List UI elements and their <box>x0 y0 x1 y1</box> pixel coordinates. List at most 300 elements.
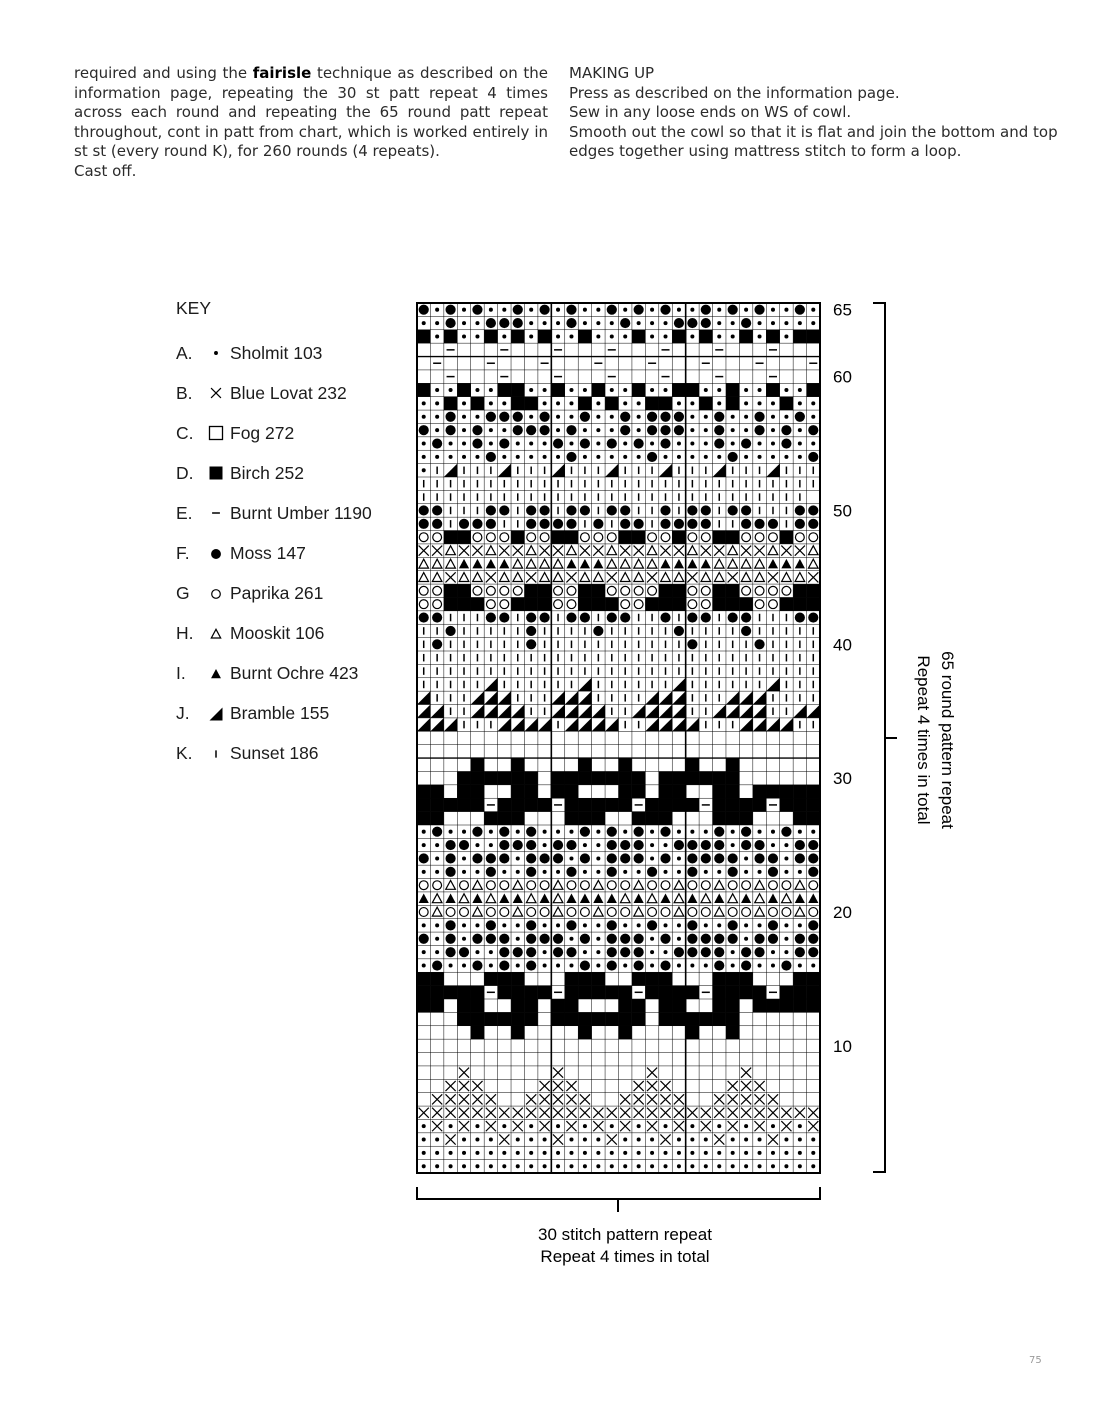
stitch-filled-square <box>672 584 685 597</box>
stitch-filled-square <box>713 972 726 985</box>
stitch-dot <box>798 1151 802 1155</box>
stitch-dot <box>650 388 654 392</box>
stitch-dot <box>784 870 788 874</box>
stitch-dot <box>623 334 627 338</box>
stitch-dot <box>569 334 573 338</box>
stitch-filled-circle <box>432 505 442 515</box>
stitch-open-triangle <box>634 559 644 568</box>
stitch-dot <box>475 950 479 954</box>
stitch-filled-circle <box>566 505 576 515</box>
stitch-dot <box>731 334 735 338</box>
stitch-dot <box>623 870 627 874</box>
stitch-filled-circle <box>513 318 523 328</box>
stitch-filled-square <box>672 999 685 1012</box>
stitch-cross <box>566 1081 576 1091</box>
stitch-open-triangle <box>419 559 429 568</box>
key-label: Fog 272 <box>230 422 295 443</box>
stitch-filled-triangle <box>714 894 724 903</box>
stitch-open-circle <box>580 533 589 542</box>
stitch-dot <box>516 1138 520 1142</box>
stitch-open-triangle <box>768 546 778 555</box>
stitch-filled-square <box>632 812 645 825</box>
stitch-cross <box>566 572 576 582</box>
stitch-dot <box>690 428 694 432</box>
stitch-filled-square <box>766 330 779 343</box>
stitch-dot <box>543 950 547 954</box>
stitch-filled-circle <box>553 840 563 850</box>
row-label: 50 <box>833 501 852 521</box>
stitch-filled-square <box>793 812 806 825</box>
stitch-filled-circle <box>526 920 536 930</box>
stitch-filled-triangle <box>513 894 523 903</box>
stitch-cross <box>540 1081 550 1091</box>
stitch-dot <box>731 442 735 446</box>
stitch-cross <box>647 1108 657 1118</box>
stitch-filled-circle <box>714 412 724 422</box>
stitch-half-triangle <box>498 705 511 718</box>
stitch-half-triangle <box>578 691 591 704</box>
stitch-filled-square <box>524 771 537 784</box>
stitch-filled-square <box>739 597 752 610</box>
stitch-filled-square <box>551 383 564 396</box>
stitch-filled-square <box>417 812 430 825</box>
stitch-filled-square <box>739 812 752 825</box>
stitch-filled-square <box>430 986 443 999</box>
stitch-dot <box>489 1151 493 1155</box>
stitch-open-triangle <box>755 573 765 582</box>
row-label: 20 <box>833 903 852 922</box>
stitch-filled-square <box>780 597 793 610</box>
stitch-dot <box>771 428 775 432</box>
stitch-dot <box>610 455 614 459</box>
stitch-filled-triangle <box>472 894 482 903</box>
stitch-dot <box>462 937 466 941</box>
stitch-cross <box>660 1094 670 1104</box>
stitch-filled-circle <box>432 612 442 622</box>
stitch-open-triangle <box>540 573 550 582</box>
stitch-filled-square <box>726 798 739 811</box>
stitch-filled-circle <box>674 318 684 328</box>
stitch-filled-square <box>780 798 793 811</box>
stitch-dot <box>583 923 587 927</box>
stitch-filled-square <box>807 999 820 1012</box>
stitch-cross <box>540 1094 550 1104</box>
stitch-open-circle <box>795 533 804 542</box>
stitch-dot <box>811 830 815 834</box>
stitch-dot <box>596 1164 600 1168</box>
stitch-filled-circle <box>607 947 617 957</box>
stitch-cross <box>620 1108 630 1118</box>
stitch-open-circle <box>419 881 428 890</box>
stitch-filled-circle <box>580 934 590 944</box>
stitch-filled-square <box>444 597 457 610</box>
stitch-open-circle <box>580 908 589 917</box>
stitch-open-triangle <box>674 907 684 916</box>
stitch-dot <box>690 1124 694 1128</box>
stitch-dot <box>677 856 681 860</box>
row-label: 60 <box>833 367 852 387</box>
stitch-dot <box>475 1124 479 1128</box>
stitch-filled-circle <box>687 840 697 850</box>
stitch-cross <box>674 1094 684 1104</box>
stitch-filled-square <box>726 1026 739 1039</box>
stitch-filled-circle <box>768 519 778 529</box>
stitch-cross <box>674 1108 684 1118</box>
stitch-half-triangle <box>672 678 685 691</box>
stitch-filled-circle <box>660 960 670 970</box>
stitch-dot <box>422 830 426 834</box>
stitch-cross <box>687 572 697 582</box>
stitch-filled-circle <box>540 425 550 435</box>
stitch-filled-circle <box>808 612 818 622</box>
stitch-open-triangle <box>432 573 442 582</box>
stitch-open-circle <box>433 881 442 890</box>
stitch-cross <box>526 572 536 582</box>
stitch-dot <box>677 1151 681 1155</box>
key-letter: G <box>176 583 190 604</box>
stitch-dot <box>529 334 533 338</box>
stitch-cross <box>432 546 442 556</box>
stitch-dot <box>771 843 775 847</box>
stitch-open-circle <box>527 533 536 542</box>
stitch-dot <box>569 388 573 392</box>
stitch-filled-circle <box>808 947 818 957</box>
stitch-cross <box>754 1081 764 1091</box>
stitch-cross <box>795 546 805 556</box>
stitch-cross <box>768 572 778 582</box>
stitch-filled-circle <box>808 867 818 877</box>
stitch-cross <box>647 1121 657 1131</box>
stitch-dot <box>422 1164 426 1168</box>
stitch-filled-square <box>686 986 699 999</box>
stitch-filled-circle <box>674 412 684 422</box>
stitch-dot <box>650 1164 654 1168</box>
stitch-open-triangle <box>553 880 563 889</box>
stitch-cross <box>472 546 482 556</box>
stitch-filled-square <box>444 531 457 544</box>
stitch-dot <box>704 1164 708 1168</box>
stitch-filled-square <box>417 383 430 396</box>
stitch-filled-square <box>699 771 712 784</box>
stitch-open-circle <box>782 908 791 917</box>
stitch-cross <box>580 546 590 556</box>
stitch-open-circle <box>473 586 482 595</box>
stitch-dot <box>556 964 560 968</box>
stitch-filled-square <box>511 383 524 396</box>
stitch-filled-square <box>793 999 806 1012</box>
stitch-cross <box>714 1108 724 1118</box>
stitch-open-triangle <box>755 907 765 916</box>
stitch-open-circle <box>769 533 778 542</box>
stitch-half-triangle <box>565 705 578 718</box>
stitch-dot <box>529 455 533 459</box>
stitch-filled-square <box>605 1012 618 1025</box>
stitch-open-circle <box>621 908 630 917</box>
stitch-filled-circle <box>580 960 590 970</box>
stitch-filled-square <box>619 798 632 811</box>
stitch-half-triangle <box>632 705 645 718</box>
stitch-filled-square <box>498 986 511 999</box>
stitch-cross <box>593 546 603 556</box>
stitch-open-triangle <box>674 880 684 889</box>
stitch-open-triangle <box>795 573 805 582</box>
stitch-filled-square <box>484 972 497 985</box>
stitch-filled-square <box>713 531 726 544</box>
stitch-dot <box>798 1164 802 1168</box>
stitch-dot <box>637 1164 641 1168</box>
stitch-filled-square <box>511 597 524 610</box>
stitch-half-triangle <box>578 718 591 731</box>
stitch-dot <box>422 321 426 325</box>
stitch-filled-circle <box>566 452 576 462</box>
stitch-dot <box>677 308 681 312</box>
row-label: 40 <box>833 635 852 655</box>
stitch-filled-circle <box>526 934 536 944</box>
stitch-filled-square <box>538 798 551 811</box>
key-label: Sholmit 103 <box>230 342 323 363</box>
stitch-dot <box>543 442 547 446</box>
key-letter: C. <box>176 422 194 443</box>
stitch-dot <box>529 1138 533 1142</box>
stitch-filled-circle <box>513 412 523 422</box>
stitch-dot <box>596 843 600 847</box>
stitch-filled-square <box>713 1012 726 1025</box>
stitch-cross <box>768 1134 778 1144</box>
stitch-filled-circle <box>553 853 563 863</box>
stitch-filled-square <box>686 1026 699 1039</box>
stitch-filled-square <box>780 397 793 410</box>
stitch-filled-square <box>713 597 726 610</box>
stitch-dot <box>502 1151 506 1155</box>
stitch-filled-circle <box>607 853 617 863</box>
stitch-filled-square <box>457 986 470 999</box>
stitch-filled-square <box>793 330 806 343</box>
stitch-filled-circle <box>701 305 711 315</box>
stitch-filled-circle <box>445 412 455 422</box>
stitch-dot <box>556 830 560 834</box>
stitch-dot <box>784 321 788 325</box>
stitch-filled-circle <box>808 853 818 863</box>
stitch-filled-circle <box>499 934 509 944</box>
stitch-filled-circle <box>634 305 644 315</box>
stitch-open-circle <box>554 586 563 595</box>
stitch-filled-circle <box>540 412 550 422</box>
stitch-dot <box>677 923 681 927</box>
stitch-filled-square <box>619 758 632 771</box>
stitch-filled-circle <box>566 840 576 850</box>
stitch-open-circle <box>433 533 442 542</box>
stitch-cross <box>660 546 670 556</box>
stitch-dot <box>422 1151 426 1155</box>
stitch-dot <box>596 308 600 312</box>
stitch-filled-circle <box>486 867 496 877</box>
stitch-cross <box>526 1094 536 1104</box>
stitch-open-circle <box>701 600 710 609</box>
stitch-cross <box>768 1094 778 1104</box>
stitch-dot <box>758 1164 762 1168</box>
stitch-filled-triangle <box>795 894 805 903</box>
instructions-paragraph: required and using the fairisle technique as described on the information page, repeating the 30 st patt repeat 4 times across each round and repeating the 65 round patt repeat throughout, cont in patt from chart, which is worked entirely in st st (every round K), for 260 rounds (4 repeats). <box>74 64 548 160</box>
stitch-open-circle <box>419 600 428 609</box>
stitch-dot <box>744 870 748 874</box>
stitch-filled-square <box>578 812 591 825</box>
stitch-half-triangle <box>565 718 578 731</box>
stitch-filled-circle <box>660 853 670 863</box>
stitch-filled-circle <box>728 853 738 863</box>
stitch-open-circle <box>527 881 536 890</box>
stitch-dot <box>502 1164 506 1168</box>
stitch-filled-circle <box>472 934 482 944</box>
stitch-cross <box>781 546 791 556</box>
stitch-cross <box>647 1068 657 1078</box>
stitch-filled-triangle <box>808 894 818 903</box>
stitch-dot <box>489 1164 493 1168</box>
stitch-filled-triangle <box>499 894 509 903</box>
stitch-dot <box>650 937 654 941</box>
stitch-half-triangle <box>417 691 430 704</box>
stitch-cross <box>566 1108 576 1118</box>
stitch-filled-square <box>471 798 484 811</box>
stitch-filled-square <box>417 972 430 985</box>
stitch-dot <box>811 321 815 325</box>
stitch-filled-square <box>793 798 806 811</box>
stitch-dot <box>475 923 479 927</box>
stitch-filled-square <box>793 972 806 985</box>
stitch-filled-circle <box>432 827 442 837</box>
stitch-filled-circle <box>741 626 751 636</box>
stitch-filled-square <box>471 1026 484 1039</box>
stitch-filled-square <box>511 785 524 798</box>
stitch-filled-circle <box>419 612 429 622</box>
stitch-dot <box>717 1151 721 1155</box>
stitch-filled-square <box>538 330 551 343</box>
stitch-filled-circle <box>795 412 805 422</box>
stitch-dot <box>704 923 708 927</box>
stitch-dot <box>811 1151 815 1155</box>
stitch-filled-circle <box>445 947 455 957</box>
stitch-open-circle <box>607 586 616 595</box>
stitch-filled-circle <box>607 867 617 877</box>
stitch-filled-square <box>457 798 470 811</box>
stitch-filled-square <box>430 812 443 825</box>
stitch-dot <box>462 964 466 968</box>
stitch-dot <box>650 830 654 834</box>
stitch-filled-circle <box>620 425 630 435</box>
stitch-open-triangle <box>795 880 805 889</box>
stitch-dot <box>811 415 815 419</box>
stitch-half-triangle <box>605 718 618 731</box>
stitch-open-triangle <box>513 559 523 568</box>
making-up-line: Smooth out the cowl so that it is flat and join the bottom and top edges together using mattress stitch to form a loop. <box>569 122 1058 160</box>
making-up-line: Sew in any loose ends on WS of cowl. <box>569 103 852 121</box>
stitch-dot <box>462 1151 466 1155</box>
stitch-filled-square <box>511 812 524 825</box>
stitch-filled-square <box>713 986 726 999</box>
stitch-dot <box>422 843 426 847</box>
stitch-half-triangle <box>578 705 591 718</box>
stitch-dot <box>744 415 748 419</box>
stitch-filled-square <box>578 758 591 771</box>
stitch-open-circle <box>701 533 710 542</box>
stitch-filled-circle <box>687 934 697 944</box>
stitch-filled-square <box>457 1012 470 1025</box>
stitch-dot <box>475 1138 479 1142</box>
stitch-open-circle <box>809 533 818 542</box>
stitch-dot <box>771 1151 775 1155</box>
stitch-filled-circle <box>660 934 670 944</box>
stitch-cross <box>499 1108 509 1118</box>
stitch-open-circle <box>755 586 764 595</box>
stitch-open-triangle <box>513 907 523 916</box>
stitch-filled-square <box>511 330 524 343</box>
stitch-open-triangle <box>446 559 456 568</box>
stitch-dot <box>435 455 439 459</box>
stitch-dot <box>556 1151 560 1155</box>
stitch-filled-square <box>524 397 537 410</box>
stitch-filled-circle <box>754 840 764 850</box>
stitch-filled-circle <box>620 612 630 622</box>
stitch-filled-square <box>619 1012 632 1025</box>
stitch-filled-square <box>672 1012 685 1025</box>
key-letter: H. <box>176 623 194 644</box>
bottom-caption-line: 30 stitch pattern repeat <box>538 1225 712 1244</box>
stitch-open-triangle <box>607 559 617 568</box>
stitch-cross <box>553 1108 563 1118</box>
stitch-dot <box>664 950 668 954</box>
stitch-filled-square <box>645 986 658 999</box>
stitch-half-triangle <box>551 691 564 704</box>
stitch-filled-circle <box>566 519 576 529</box>
stitch-open-circle <box>742 533 751 542</box>
stitch-open-triangle <box>795 907 805 916</box>
stitch-dot <box>784 937 788 941</box>
stitch-half-triangle <box>686 718 699 731</box>
stitch-open-triangle <box>701 573 711 582</box>
stitch-filled-triangle <box>768 894 778 903</box>
stitch-filled-square <box>457 771 470 784</box>
stitch-filled-square <box>659 999 672 1012</box>
stitch-cross <box>607 1108 617 1118</box>
stitch-half-triangle <box>430 705 443 718</box>
stitch-dot <box>758 1138 762 1142</box>
stitch-half-triangle <box>484 705 497 718</box>
stitch-filled-square <box>699 1012 712 1025</box>
stitch-open-circle <box>419 533 428 542</box>
stitch-filled-triangle <box>486 559 496 568</box>
stitch-dot <box>529 1124 533 1128</box>
stitch-filled-square <box>524 785 537 798</box>
stitch-cross <box>741 1081 751 1091</box>
stitch-dot <box>516 455 520 459</box>
stitch-half-triangle <box>645 691 658 704</box>
stitch-dot <box>583 455 587 459</box>
stitch-open-triangle <box>741 573 751 582</box>
stitch-open-triangle <box>526 559 536 568</box>
stitch-dot <box>583 1151 587 1155</box>
stitch-dot <box>798 830 802 834</box>
stitch-open-circle <box>688 600 697 609</box>
stitch-filled-triangle <box>660 894 670 903</box>
stitch-dot <box>475 1164 479 1168</box>
stitch-filled-circle <box>714 840 724 850</box>
stitch-filled-circle <box>741 947 751 957</box>
stitch-dot <box>798 428 802 432</box>
stitch-filled-circle <box>513 305 523 315</box>
stitch-dot <box>529 415 533 419</box>
stitch-filled-circle <box>768 853 778 863</box>
stitch-filled-square <box>753 986 766 999</box>
stitch-filled-square <box>726 771 739 784</box>
